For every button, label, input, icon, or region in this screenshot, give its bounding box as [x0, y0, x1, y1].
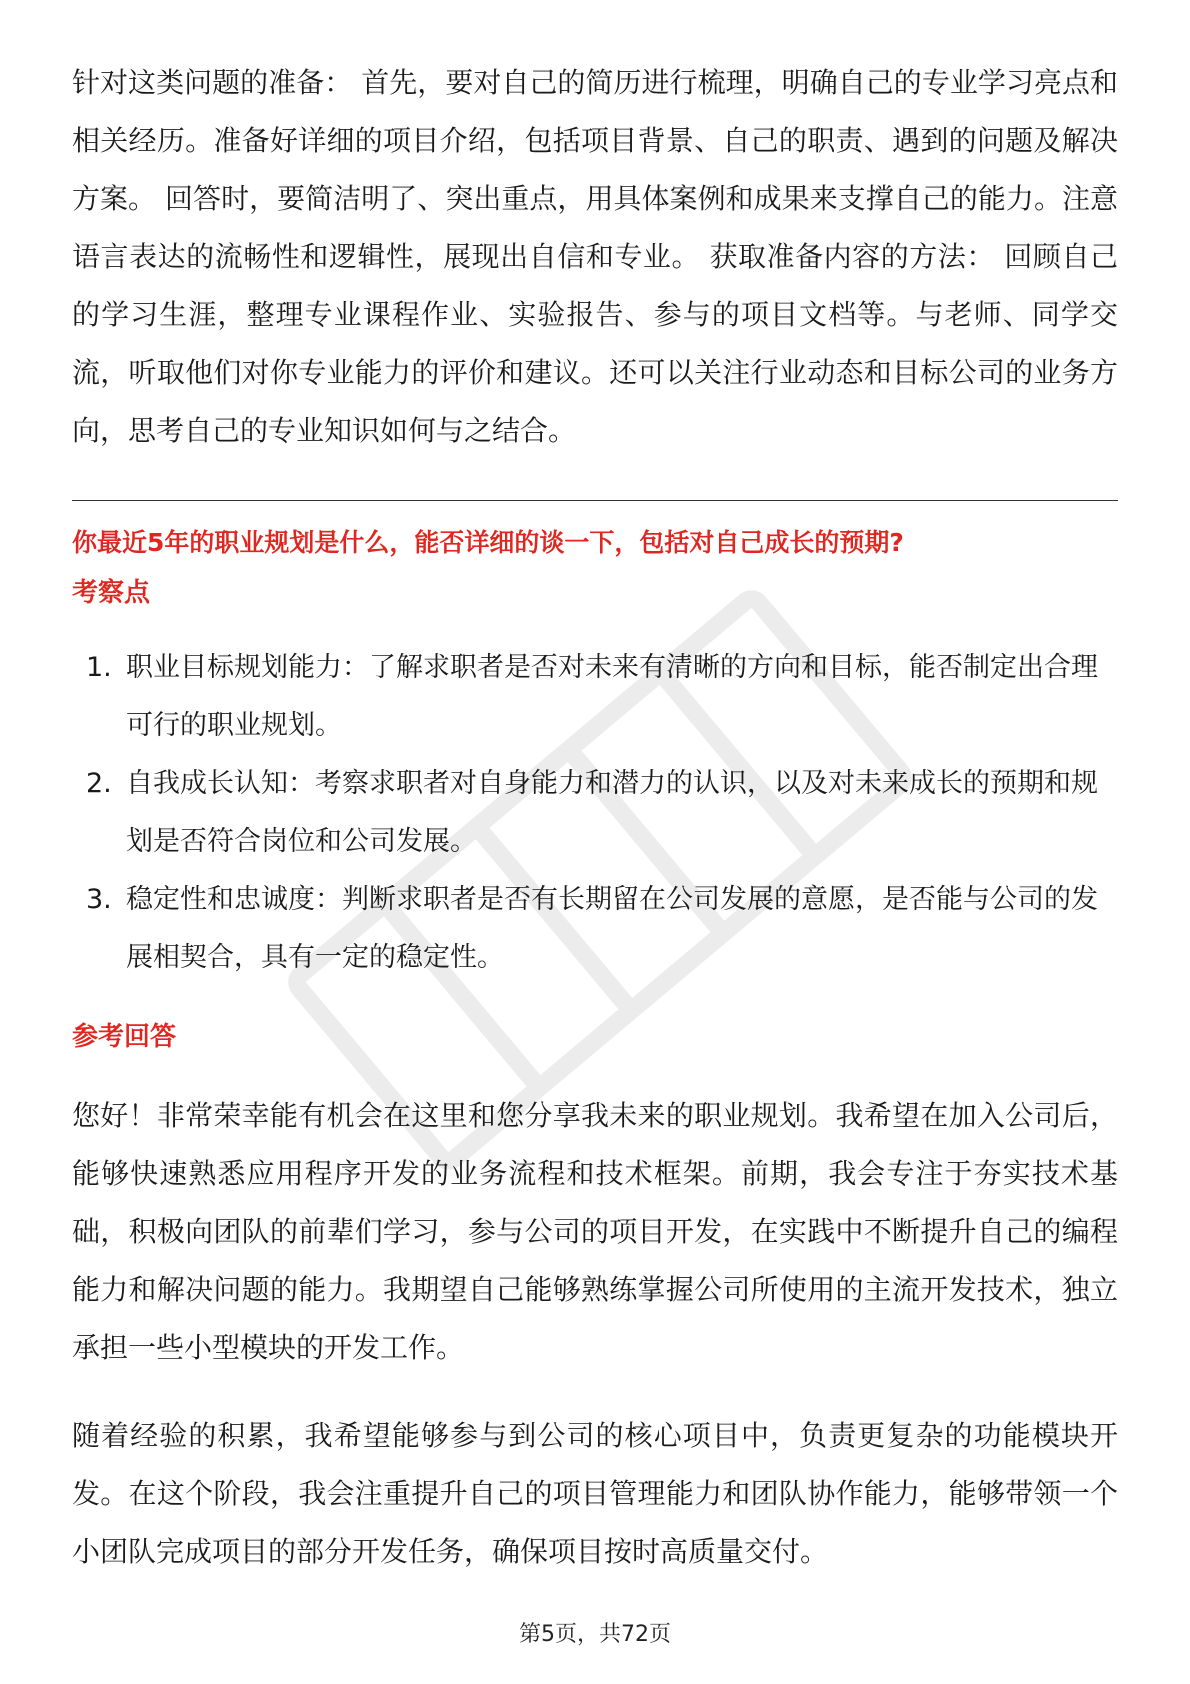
- list-item-text: 自我成长认知：考察求职者对自身能力和潜力的认识，以及对未来成长的预期和规划是否符合岗位和公司发展。: [126, 768, 1098, 857]
- answer-paragraph: 您好！非常荣幸能有机会在这里和您分享我未来的职业规划。我希望在加入公司后，能够快速熟悉应用程序开发的业务流程和技术框架。前期，我会专注于夯实技术基础，积极向团队的前辈们学习，参与公司的项目开发，在实践中不断提升自己的编程能力和解决问题的能力。我期望自己能够熟练掌握公司所使用的主流开发技术，独立承担一些小型模块的开发工作。: [72, 1099, 1118, 1364]
- list-item-number: 1.: [86, 652, 112, 683]
- page-footer: 第5页，共72页: [519, 1622, 671, 1647]
- list-item: [72, 871, 1118, 987]
- examination-points-title: 考察点: [72, 578, 151, 608]
- answer-paragraph: 随着经验的积累，我希望能够参与到公司的核心项目中，负责更复杂的功能模块开发。在这个阶段，我会注重提升自己的项目管理能力和团队协作能力，能够带领一个小团队完成项目的部分开发任务，确保项目按时高质量交付。: [72, 1419, 1118, 1568]
- reference-answer-title: 参考回答: [72, 1022, 177, 1052]
- question-heading: 你最近5年的职业规划是什么，能否详细的谈一下，包括对自己成长的预期?: [72, 528, 904, 557]
- intro-paragraph: 针对这类问题的准备： 首先，要对自己的简历进行梳理，明确自己的专业学习亮点和相关经历。准备好详细的项目介绍，包括项目背景、自己的职责、遇到的问题及解决方案。 回答时，要简洁明了、突出重点，用具体案例和成果来支撑自己的能力。注意语言表达的流畅性和逻辑性，展现出自信和专业。 获取准备内容的方法： 回顾自己的学习生涯，整理专业课程作业、实验报告、参与的项目文档等。与老师、同学交流，听取他们对你专业能力的评价和建议。还可以关注行业动态和目标公司的业务方向，思考自己的专业知识如何与之结合。: [72, 66, 1118, 447]
- list-item-number: 2.: [86, 768, 112, 799]
- section-divider: [72, 500, 1118, 501]
- main-content: [72, 54, 1118, 1581]
- list-item-text: 职业目标规划能力：了解求职者是否对未来有清晰的方向和目标，能否制定出合理可行的职业规划。: [126, 652, 1098, 741]
- list-item-number: 3.: [86, 884, 112, 915]
- examination-points-list: [72, 639, 1118, 987]
- list-item-text: 稳定性和忠诚度：判断求职者是否有长期留在公司发展的意愿，是否能与公司的发展相契合，具有一定的稳定性。: [126, 884, 1098, 973]
- list-item: [72, 755, 1118, 871]
- list-item: [72, 639, 1118, 755]
